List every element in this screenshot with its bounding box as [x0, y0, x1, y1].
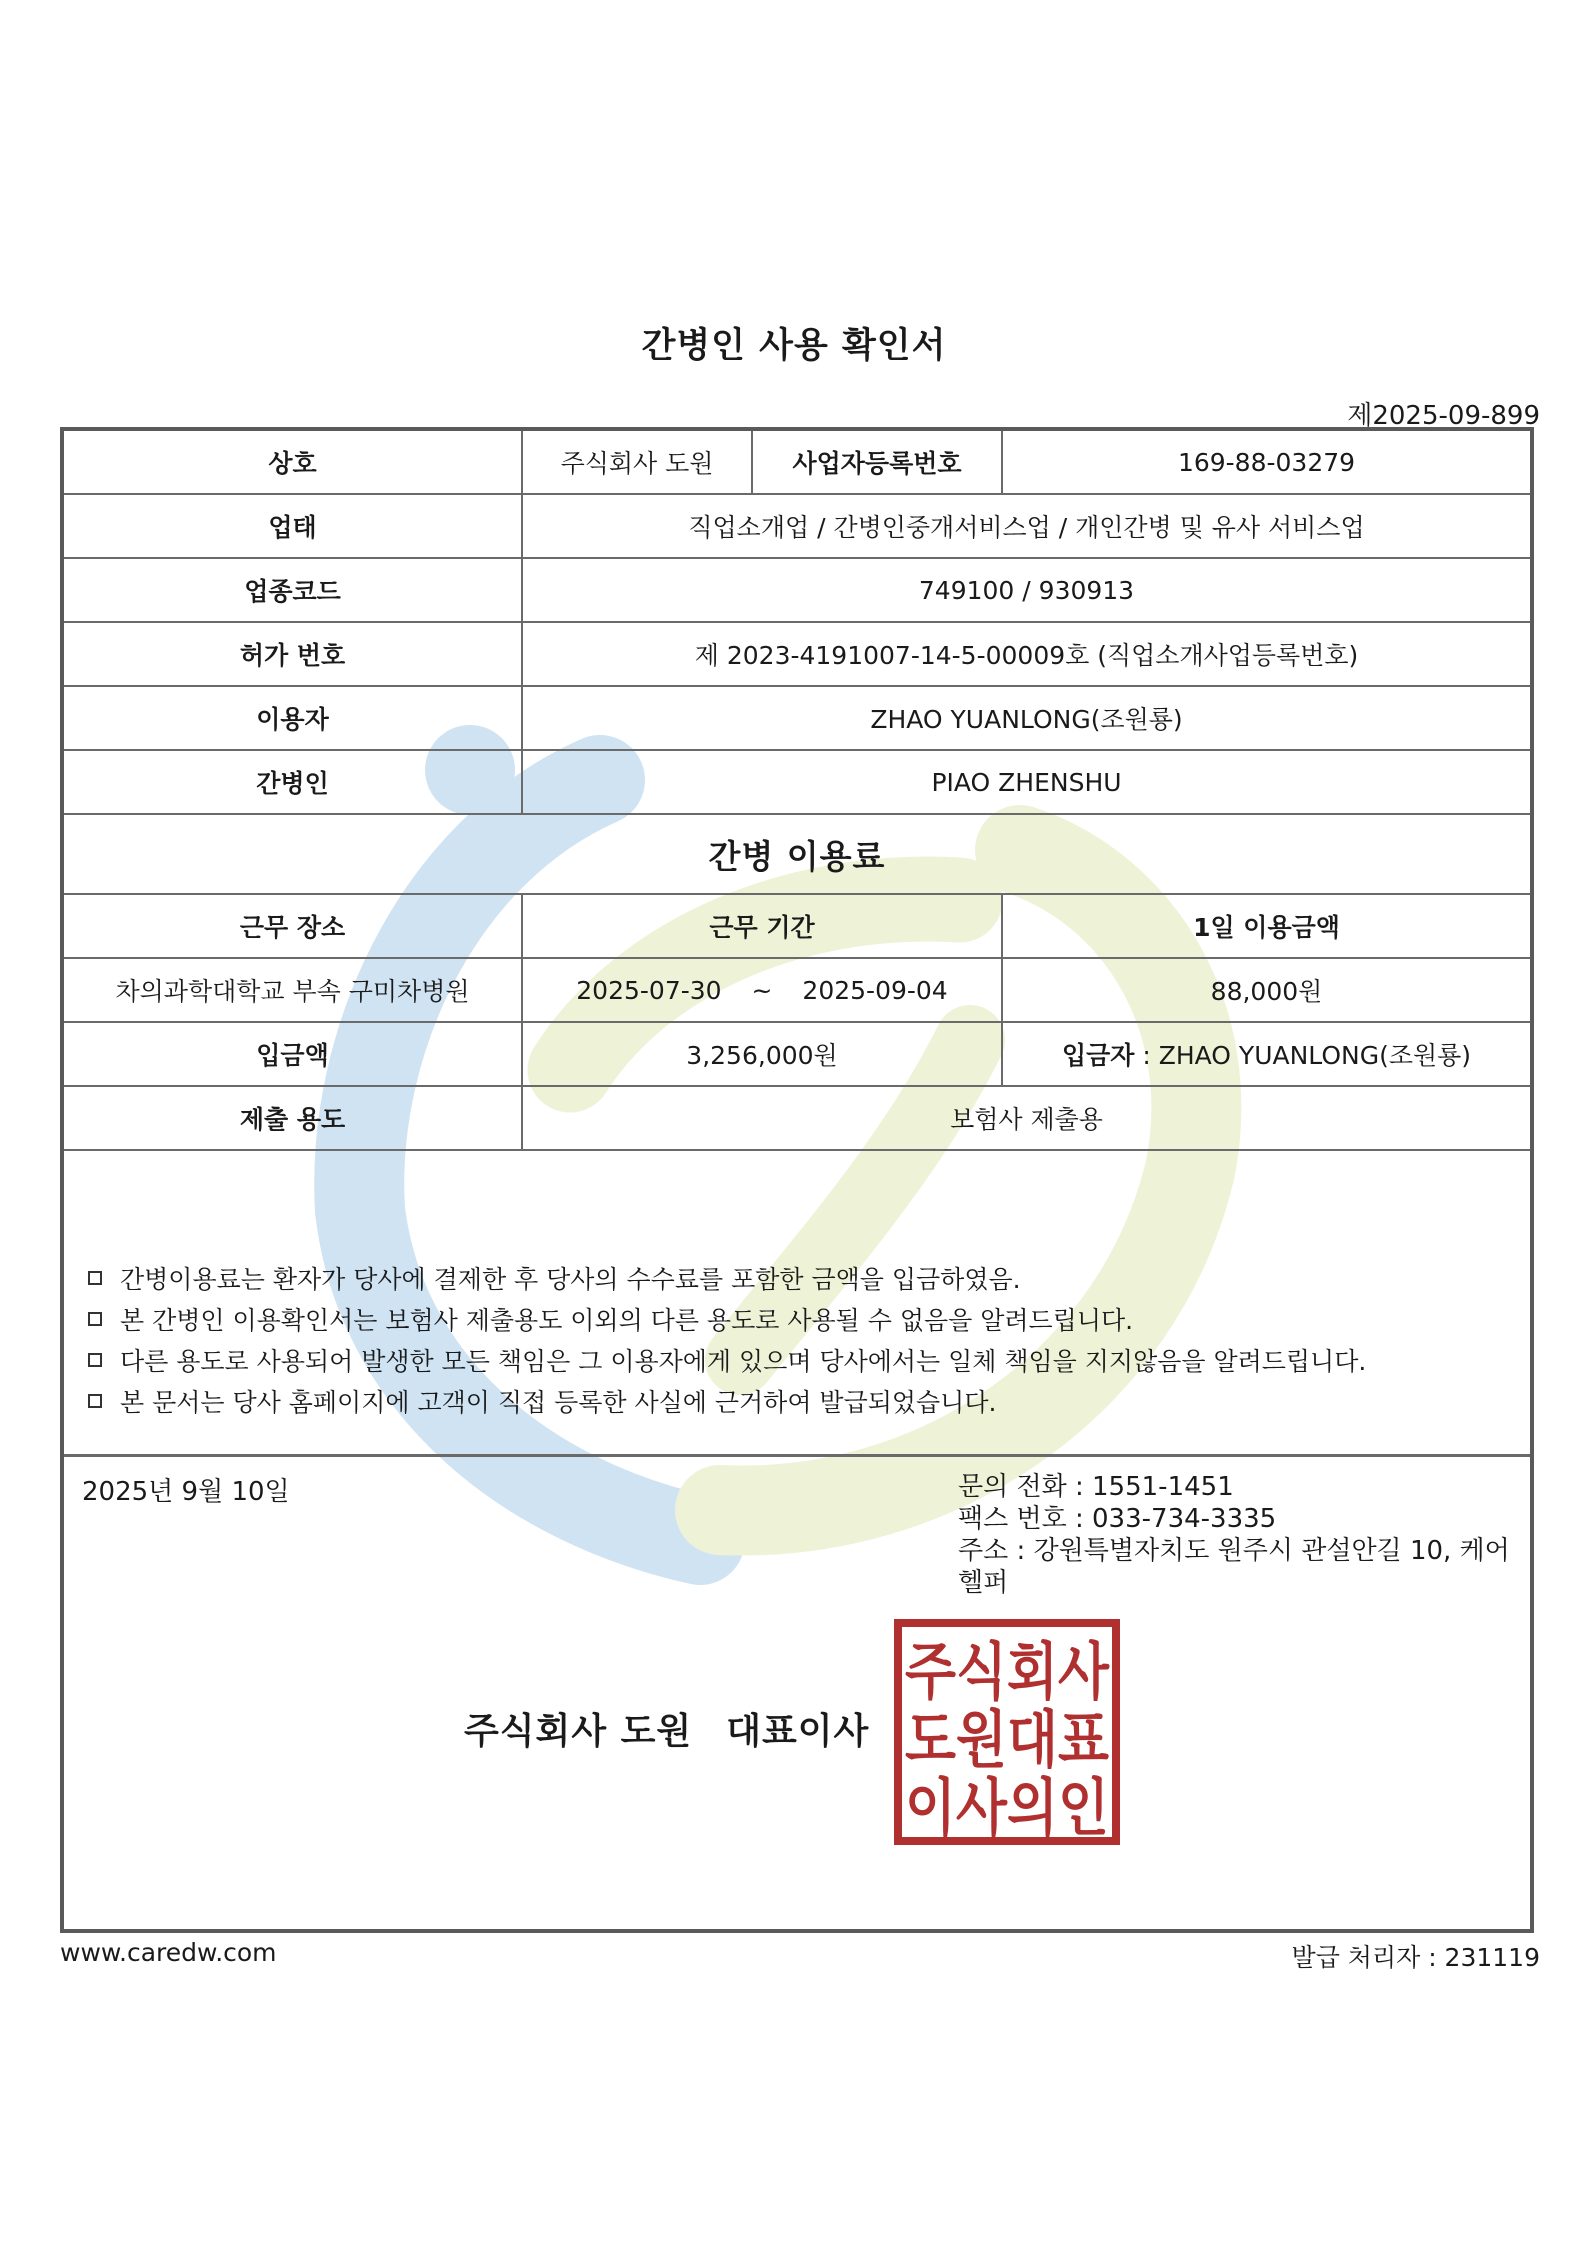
business-type-label: 업태	[64, 494, 522, 558]
contact-info	[958, 1471, 1530, 1599]
info-table	[64, 431, 1530, 1151]
company-value: 주식회사 도원	[522, 431, 752, 494]
contact-fax: 팩스 번호 : 033-734-3335	[958, 1504, 1277, 1534]
daily-fee-label: 1일 이용금액	[1002, 894, 1530, 958]
industry-code-value: 749100 / 930913	[522, 558, 1530, 622]
notice-item: 본 문서는 당사 홈페이지에 고객이 직접 등록한 사실에 근거하여 발급되었습니다.	[88, 1382, 1366, 1423]
row-purpose	[64, 1086, 1530, 1150]
workplace-label: 근무 장소	[64, 894, 522, 958]
row-business-type	[64, 494, 1530, 558]
workplace-value: 차의과학대학교 부속 구미차병원	[64, 958, 522, 1022]
signer-title: 대표이사	[726, 1711, 870, 1752]
row-fee-values	[64, 958, 1530, 1022]
document-title: 간병인 사용 확인서	[641, 326, 947, 366]
row-caregiver	[64, 750, 1530, 814]
certificate-sheet	[60, 427, 1534, 1933]
row-industry-code	[64, 558, 1530, 622]
row-license	[64, 622, 1530, 686]
signer	[464, 1703, 869, 1754]
square-bullet-icon	[88, 1312, 102, 1326]
contact-address: 주소 : 강원특별자치도 원주시 관설안길 10, 케어헬퍼	[958, 1536, 1510, 1598]
notice-section	[64, 1151, 1530, 1457]
daily-fee-value: 88,000원	[1002, 958, 1530, 1022]
industry-code-label: 업종코드	[64, 558, 522, 622]
deposit-label: 입금액	[64, 1022, 522, 1086]
company-seal	[894, 1619, 1120, 1845]
depositor-label: 입금자	[1061, 1041, 1135, 1070]
period-start: 2025-07-30	[576, 975, 722, 1005]
caregiver-label: 간병인	[64, 750, 522, 814]
fee-section-title: 간병 이용료	[64, 814, 1530, 894]
biz-reg-value: 169-88-03279	[1002, 431, 1530, 494]
issue-date: 2025년 9월 10일	[82, 1477, 290, 1507]
user-value: ZHAO YUANLONG(조원룡)	[522, 686, 1530, 750]
seal-line: 이사의인	[905, 1771, 1109, 1844]
company-label: 상호	[64, 431, 522, 494]
period-value	[522, 958, 1002, 1022]
depositor-value: : ZHAO YUANLONG(조원룡)	[1134, 1041, 1472, 1070]
period-separator: ~	[751, 975, 773, 1005]
footer-section	[64, 1457, 1530, 1887]
document-number: 제2025-09-899	[1347, 401, 1540, 431]
issuer-id: 발급 처리자 : 231119	[1291, 1943, 1540, 1972]
caregiver-value: PIAO ZHENSHU	[522, 750, 1530, 814]
seal-line: 도원대표	[905, 1703, 1110, 1776]
user-label: 이용자	[64, 686, 522, 750]
period-end: 2025-09-04	[802, 975, 948, 1005]
row-user	[64, 686, 1530, 750]
notice-item: 간병이용료는 환자가 당사에 결제한 후 당사의 수수료를 포함한 금액을 입금하였음.	[88, 1259, 1366, 1300]
row-company	[64, 431, 1530, 494]
square-bullet-icon	[88, 1271, 102, 1285]
purpose-value: 보험사 제출용	[522, 1086, 1530, 1150]
deposit-value: 3,256,000원	[522, 1022, 1002, 1086]
notice-item: 본 간병인 이용확인서는 보험사 제출용도 이외의 다른 용도로 사용될 수 없음을 알려드립니다.	[88, 1300, 1366, 1341]
notice-list	[88, 1259, 1366, 1423]
contact-phone: 문의 전화 : 1551-1451	[958, 1472, 1234, 1502]
depositor-cell	[1002, 1022, 1530, 1086]
website-url: www.caredw.com	[60, 1938, 277, 1967]
square-bullet-icon	[88, 1353, 102, 1367]
seal-line: 주식회사	[905, 1635, 1110, 1708]
license-label: 허가 번호	[64, 622, 522, 686]
business-type-value: 직업소개업 / 간병인중개서비스업 / 개인간병 및 유사 서비스업	[522, 494, 1530, 558]
notice-item: 다른 용도로 사용되어 발생한 모든 책임은 그 이용자에게 있으며 당사에서는 일체 책임을 지지않음을 알려드립니다.	[88, 1341, 1366, 1382]
period-label: 근무 기간	[522, 894, 1002, 958]
purpose-label: 제출 용도	[64, 1086, 522, 1150]
biz-reg-label: 사업자등록번호	[752, 431, 1002, 494]
row-fee-title	[64, 814, 1530, 894]
license-value: 제 2023-4191007-14-5-00009호 (직업소개사업등록번호)	[522, 622, 1530, 686]
signer-company: 주식회사 도원	[464, 1711, 693, 1752]
row-deposit	[64, 1022, 1530, 1086]
row-fee-header	[64, 894, 1530, 958]
square-bullet-icon	[88, 1394, 102, 1408]
